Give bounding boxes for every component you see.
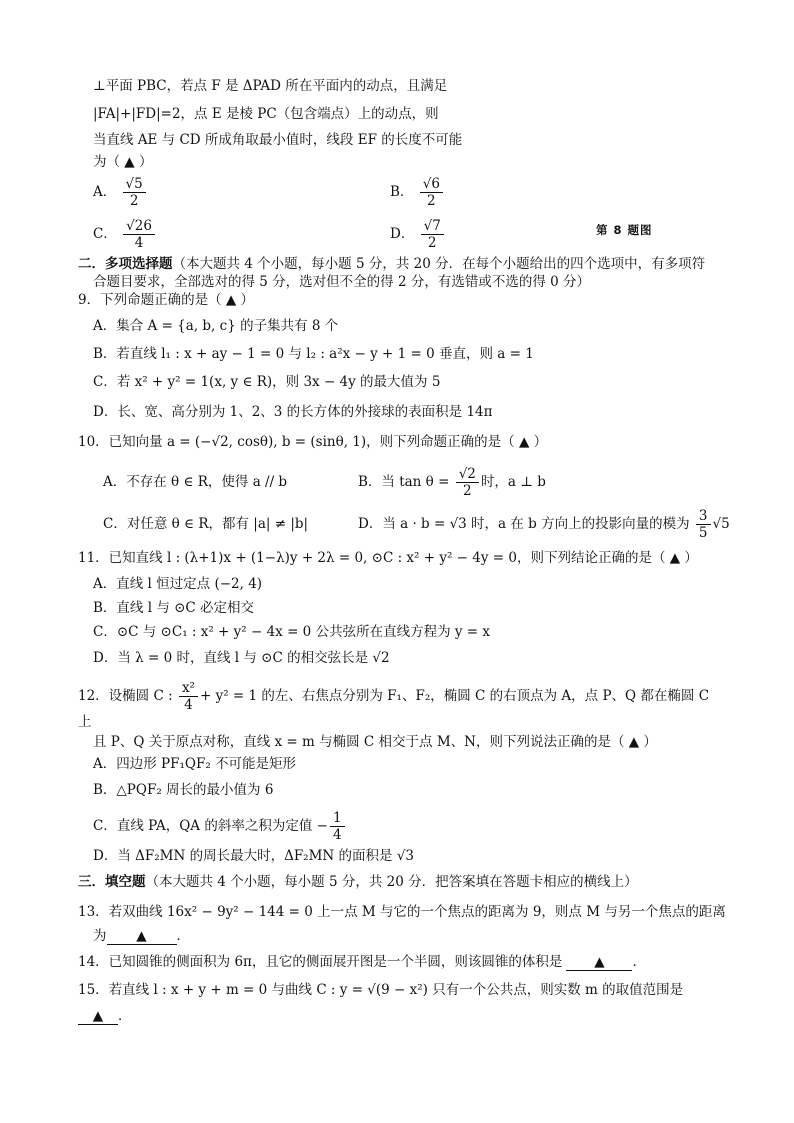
q9-stem: 9．下列命题正确的是（ ▲ ）: [78, 292, 255, 308]
q11-option-a: A．直线 l 恒过定点 (−2, 4): [93, 576, 263, 592]
q12-stem: 12．设椭圆 C : $\frac{\text{x²}}{4}$ + y² = 1 的左、右焦点分别为 F₁、F₂，椭圆 C 的右顶点为 A，点 P、Q 都在椭圆 C: [78, 680, 710, 713]
q13-text: 13．若双曲线 16x² − 9y² − 144 = 0 上一点 M 与它的一个焦点的距离为 9，则点 M 与另一个焦点的距离: [78, 904, 726, 920]
answer-blank[interactable]: ▲: [107, 928, 177, 945]
section3-instructions: （本大题共 4 个小题，每小题 5 分，共 20 分．把答案填在答题卡相应的横线上）: [145, 874, 638, 890]
q11-stem: 11．已知直线 l : (λ+1)x + (1−λ)y + 2λ = 0, ⊙C : x² + y² − 4y = 0，则下列结论正确的是（ ▲ ）: [78, 550, 698, 566]
q9-option-d: D．长、宽、高分别为 1、2、3 的长方体的外接球的表面积是 14π: [93, 404, 493, 420]
section2-title: 二．多项选择题: [78, 256, 173, 272]
q9-option-c: C．若 x² + y² = 1(x, y ∈ R)，则 3x − 4y 的最大值为 5: [93, 374, 441, 390]
section3-title: 三．填空题: [78, 874, 146, 890]
q12-stem-2: 且 P、Q 关于原点对称，直线 x = m 与椭圆 C 相交于点 M、N，则下列说法正确的是（ ▲ ）: [93, 734, 657, 750]
q15-answer-line: ▲ ．: [78, 1006, 132, 1026]
q12-option-d: D．当 ΔF₂MN 的周长最大时，ΔF₂MN 的面积是 √3: [93, 848, 415, 864]
section2-header: [78, 254, 705, 274]
q8-text-4: 为（ ▲ ）: [93, 154, 153, 170]
q11-option-b: B．直线 l 与 ⊙C 必定相交: [93, 600, 255, 616]
figure-caption: 第 8 题图: [596, 223, 653, 237]
q10-option-a: A．不存在 θ ∈ R，使得 a // b: [103, 474, 288, 490]
q12-option-b: B．△PQF₂ 周长的最小值为 6: [93, 782, 274, 798]
answer-blank[interactable]: ▲: [566, 954, 632, 971]
q8-text-3: 当直线 AE 与 CD 所成角取最小值时，线段 EF 的长度不可能: [93, 132, 463, 148]
fraction: $\frac{√6}{2}$: [420, 176, 443, 209]
q12-stem-wrap: 上: [78, 714, 92, 730]
q8-option-c: C． $\frac{√26}{4}$: [93, 218, 157, 251]
fraction: $\frac{√26}{4}$: [123, 218, 155, 251]
q14-text: 14．已知圆锥的侧面积为 6π，且它的侧面展开图是一个半圆，则该圆锥的体积是 ▲ ．: [78, 954, 646, 970]
answer-blank[interactable]: ▲: [78, 1008, 118, 1025]
fraction: $\frac{√5}{2}$: [123, 176, 146, 209]
section3-header: [78, 872, 638, 892]
q11-option-d: D．当 λ = 0 时，直线 l 与 ⊙C 的相交弦长是 √2: [93, 650, 390, 666]
q10-option-c: C．对任意 θ ∈ R，都有 |a| ≠ |b|: [103, 516, 309, 532]
section2-instructions-1: （本大题共 4 个小题，每小题 5 分，共 20 分．在每个小题给出的四个选项中，有多项符: [172, 256, 706, 272]
q8-option-a: A． $\frac{√5}{2}$: [93, 176, 148, 209]
q15-text: 15．若直线 l : x + y + m = 0 与曲线 C : y = √(9 − x²) 只有一个公共点，则实数 m 的取值范围是: [78, 982, 684, 998]
q10-option-d: D．当 a · b = √3 时，a 在 b 方向上的投影向量的模为 $\frac{3}{5}$ √5: [358, 508, 730, 541]
q12-option-c: C．直线 PA，QA 的斜率之积为定值 − $\frac{1}{4}$: [93, 810, 347, 843]
q12-option-a: A．四边形 PF₁QF₂ 不可能是矩形: [93, 756, 297, 772]
q9-option-a: A．集合 A = {a, b, c} 的子集共有 8 个: [93, 318, 339, 334]
fraction: $\frac{3}{5}$: [696, 508, 711, 541]
q8-option-d: D． $\frac{√7}{2}$: [390, 218, 446, 251]
q8-text-1: ⊥平面 PBC，若点 F 是 ΔPAD 所在平面内的动点，且满足: [93, 78, 448, 94]
section2-instructions-2: 合题目要求，全部选对的得 5 分，选对但不全的得 2 分，有选错或不选的得 0 分）: [93, 274, 591, 290]
fraction: $\frac{\text{x²}}{4}$: [179, 680, 198, 713]
q13-answer-line: 为 ▲ ．: [93, 928, 190, 944]
q11-option-c: C．⊙C 与 ⊙C₁ : x² + y² − 4x = 0 公共弦所在直线方程为 y = x: [93, 624, 490, 640]
q8-text-2: |FA|+|FD|=2，点 E 是棱 PC（包含端点）上的动点，则: [93, 106, 439, 122]
q10-stem: 10．已知向量 a = (−√2, cosθ), b = (sinθ, 1)，则下列命题正确的是（ ▲ ）: [78, 434, 548, 450]
q8-option-b: B． $\frac{√6}{2}$: [390, 176, 445, 209]
q9-option-b: B．若直线 l₁ : x + ay − 1 = 0 与 l₂ : a²x − y + 1 = 0 垂直，则 a = 1: [93, 346, 534, 362]
fraction: $\frac{1}{4}$: [330, 810, 345, 843]
fraction: $\frac{√7}{2}$: [421, 218, 444, 251]
fraction: $\frac{√2}{2}$: [456, 466, 479, 499]
q10-option-b: B．当 tan θ = $\frac{√2}{2}$ 时，a ⊥ b: [358, 466, 546, 499]
